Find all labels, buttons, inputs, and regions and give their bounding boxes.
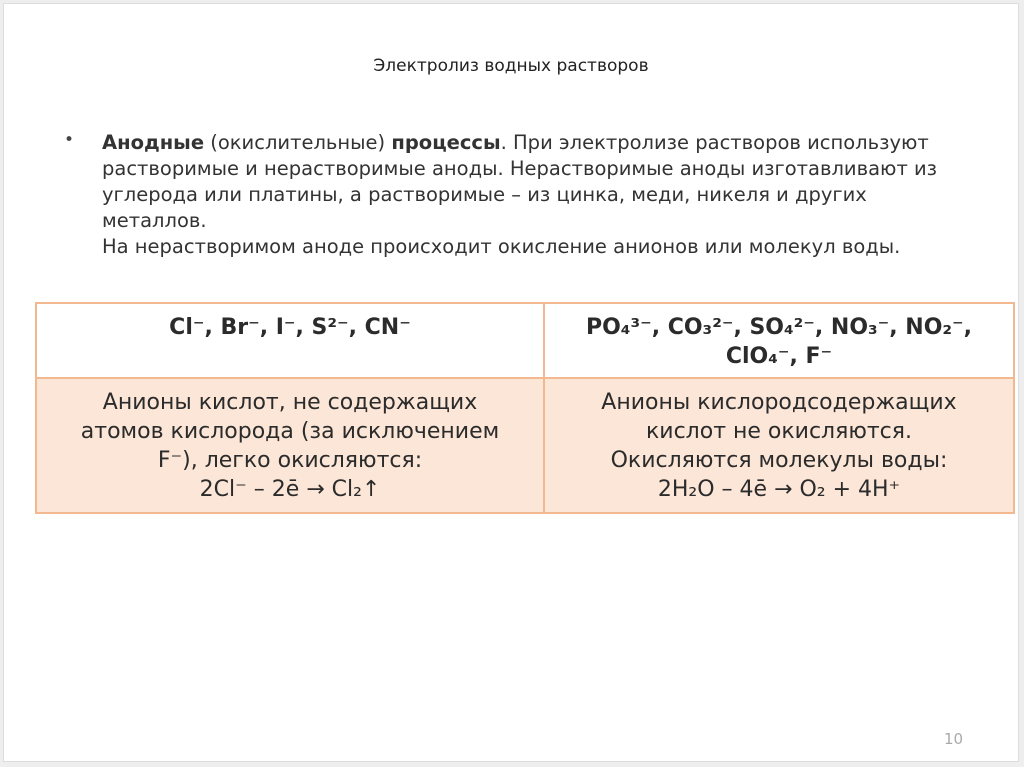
bullet-text	[102, 130, 962, 260]
header-oxygen-free-anions	[36, 303, 544, 378]
oxygen-free-anion-formulas: Cl⁻, Br⁻, I⁻, S²⁻, CN⁻	[169, 315, 411, 340]
right-line-2: кислот не окисляются.	[645, 419, 913, 444]
cell-oxygen-containing-description	[544, 378, 1014, 513]
cell-oxygen-free-description	[36, 378, 544, 513]
slide	[3, 3, 1019, 762]
term-processes: процессы	[391, 131, 501, 154]
water-oxidation-equation: 2H₂O – 4ē → O₂ + 4H⁺	[657, 477, 901, 502]
left-line-2: атомов кислорода (за исключением	[80, 419, 500, 444]
table-body-row	[36, 378, 1014, 513]
anion-oxidation-table	[35, 302, 1015, 514]
term-note: (окислительные)	[204, 131, 392, 154]
header-oxygen-containing-anions	[544, 303, 1014, 378]
bullet-marker: •	[64, 130, 75, 150]
bullet-paragraph	[102, 130, 962, 234]
term-anodic: Анодные	[102, 131, 205, 154]
right-line-3: Окисляются молекулы воды:	[610, 448, 948, 473]
chloride-oxidation-equation: 2Cl⁻ – 2ē → Cl₂↑	[199, 477, 381, 502]
table-header-row	[36, 303, 1014, 378]
right-line-1: Анионы кислородсодержащих	[601, 390, 957, 415]
page-number: 10	[944, 730, 964, 748]
left-line-1: Анионы кислот, не содержащих	[102, 390, 478, 415]
bullet-body: . При электролизе растворов используют растворимые и нерастворимые аноды. Нерастворимые аноды изготавливают из углерода или платины, а растворимые – из цинка, меди, никеля и других металлов.	[102, 131, 938, 232]
bullet-paragraph-2: На нерастворимом аноде происходит окисление анионов или молекул воды.	[102, 235, 901, 258]
oxygen-containing-anion-formulas: PO₄³⁻, CO₃²⁻, SO₄²⁻, NO₃⁻, NO₂⁻, ClO₄⁻, F⁻	[585, 315, 973, 369]
slide-title: Электролиз водных растворов	[373, 56, 649, 76]
left-line-3: F⁻), легко окисляются:	[157, 448, 423, 473]
